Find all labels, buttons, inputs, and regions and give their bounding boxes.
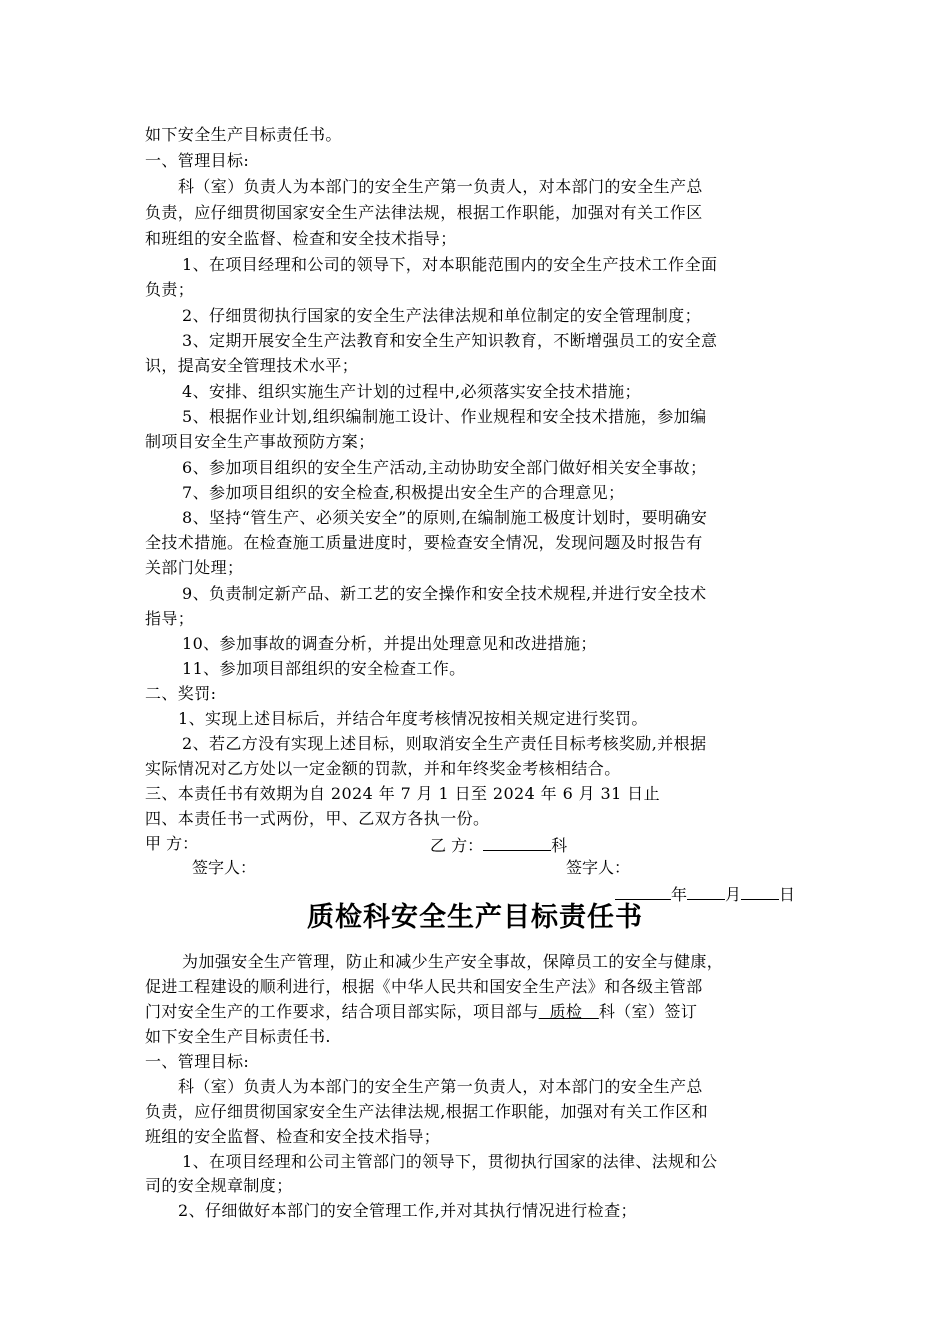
document-title: 质检科安全生产目标责任书 (307, 902, 643, 933)
list-item: 6、参加项目组织的安全生产活动,主动协助安全部门做好相关安全事故； (182, 458, 707, 477)
reward-item: 实际情况对乙方处以一定金额的罚款，并和年终奖金考核相结合。 (145, 759, 621, 778)
intro-line: 促进工程建设的顺利进行，根据《中华人民共和国安全生产法》和各级主管部 (145, 977, 703, 996)
section2-heading: 二、奖罚: (145, 684, 217, 703)
copies-clause: 四、本责任书一式两份，甲、乙双方各执一份。 (145, 809, 490, 828)
list-item: 负责； (145, 280, 195, 299)
list-item: 制项目安全生产事故预防方案； (145, 432, 375, 451)
list-item: 7、参加项目组织的安全检查,积极提出安全生产的合理意见； (182, 483, 625, 502)
section1-heading: 一、管理目标: (145, 1052, 250, 1071)
reward-item: 2、若乙方没有实现上述目标，则取消安全生产责任目标考核奖励,并根据 (182, 734, 707, 753)
intro-line (145, 1002, 697, 1022)
signer-a-label: 签字人： (192, 858, 257, 877)
list-item: 指导； (145, 609, 195, 628)
paragraph-line: 科（室）负责人为本部门的安全生产第一负责人，对本部门的安全生产总 (178, 1077, 703, 1096)
month-blank (687, 883, 725, 900)
list-item: 1、在项目经理和公司主管部门的领导下，贯彻执行国家的法律、法规和公 (182, 1152, 718, 1171)
party-b-blank (483, 834, 551, 851)
intro-line: 如下安全生产目标责任书. (145, 1027, 331, 1046)
day-label: 日 (779, 885, 796, 904)
party-a-label: 甲 方： (145, 834, 199, 853)
list-item: 9、负责制定新产品、新工艺的安全操作和安全技术规程,并进行安全技术 (182, 584, 707, 603)
list-item: 识，提高安全管理技术水平； (145, 356, 359, 375)
intro-text-after: 科（室）签订 (598, 1002, 698, 1021)
paragraph-line: 科（室）负责人为本部门的安全生产第一负责人，对本部门的安全生产总 (178, 177, 703, 196)
list-item: 1、在项目经理和公司的领导下，对本职能范围内的安全生产技术工作全面 (182, 255, 718, 274)
list-item: 4、安排、组织实施生产计划的过程中,必须落实安全技术措施； (182, 382, 641, 401)
intro-text: 门对安全生产的工作要求，结合项目部实际，项目部与 (145, 1002, 539, 1021)
paragraph-line: 和班组的安全监督、检查和安全技术指导； (145, 229, 457, 248)
department-field: 质检 (538, 1002, 599, 1021)
party-b-suffix: 科 (551, 836, 568, 855)
party-b-label (430, 834, 567, 856)
list-item: 3、定期开展安全生产法教育和安全生产知识教育，不断增强员工的安全意 (182, 331, 718, 350)
paragraph-line: 负责，应仔细贯彻国家安全生产法律法规，根据工作职能，加强对有关工作区 (145, 203, 703, 222)
list-item: 8、坚持“管生产、必须关安全”的原则,在编制施工极度计划时，要明确安 (182, 508, 708, 527)
party-b-text: 乙 方： (430, 836, 484, 855)
year-blank (615, 883, 671, 900)
list-item: 关部门处理； (145, 558, 244, 577)
list-item: 司的安全规章制度； (145, 1176, 293, 1195)
signer-b-label: 签字人： (566, 858, 631, 877)
list-item: 5、根据作业计划,组织编制施工设计、作业规程和安全技术措施，参加编 (182, 407, 707, 426)
year-label: 年 (671, 885, 688, 904)
day-blank (741, 883, 779, 900)
month-label: 月 (725, 885, 742, 904)
list-item: 11、参加项目部组织的安全检查工作。 (182, 659, 466, 678)
intro-tail: 如下安全生产目标责任书。 (145, 125, 342, 144)
list-item: 2、仔细做好本部门的安全管理工作,并对其执行情况进行检查； (178, 1201, 637, 1220)
paragraph-line: 负责，应仔细贯彻国家安全生产法律法规,根据工作职能，加强对有关工作区和 (145, 1102, 709, 1121)
paragraph-line: 班组的安全监督、检查和安全技术指导； (145, 1127, 441, 1146)
section1-heading: 一、管理目标: (145, 151, 250, 170)
intro-line: 为加强安全生产管理，防止和减少生产安全事故，保障员工的安全与健康， (182, 952, 724, 971)
list-item: 10、参加事故的调查分析，并提出处理意见和改进措施； (182, 634, 597, 653)
list-item: 2、仔细贯彻执行国家的安全生产法律法规和单位制定的安全管理制度； (182, 306, 701, 325)
validity-clause: 三、本责任书有效期为自 2024 年 7 月 1 日至 2024 年 6 月 31 日止 (145, 784, 660, 803)
list-item: 全技术措施。在检查施工质量进度时，要检查安全情况，发现问题及时报告有 (145, 533, 703, 552)
reward-item: 1、实现上述目标后，并结合年度考核情况按相关规定进行奖罚。 (178, 709, 648, 728)
